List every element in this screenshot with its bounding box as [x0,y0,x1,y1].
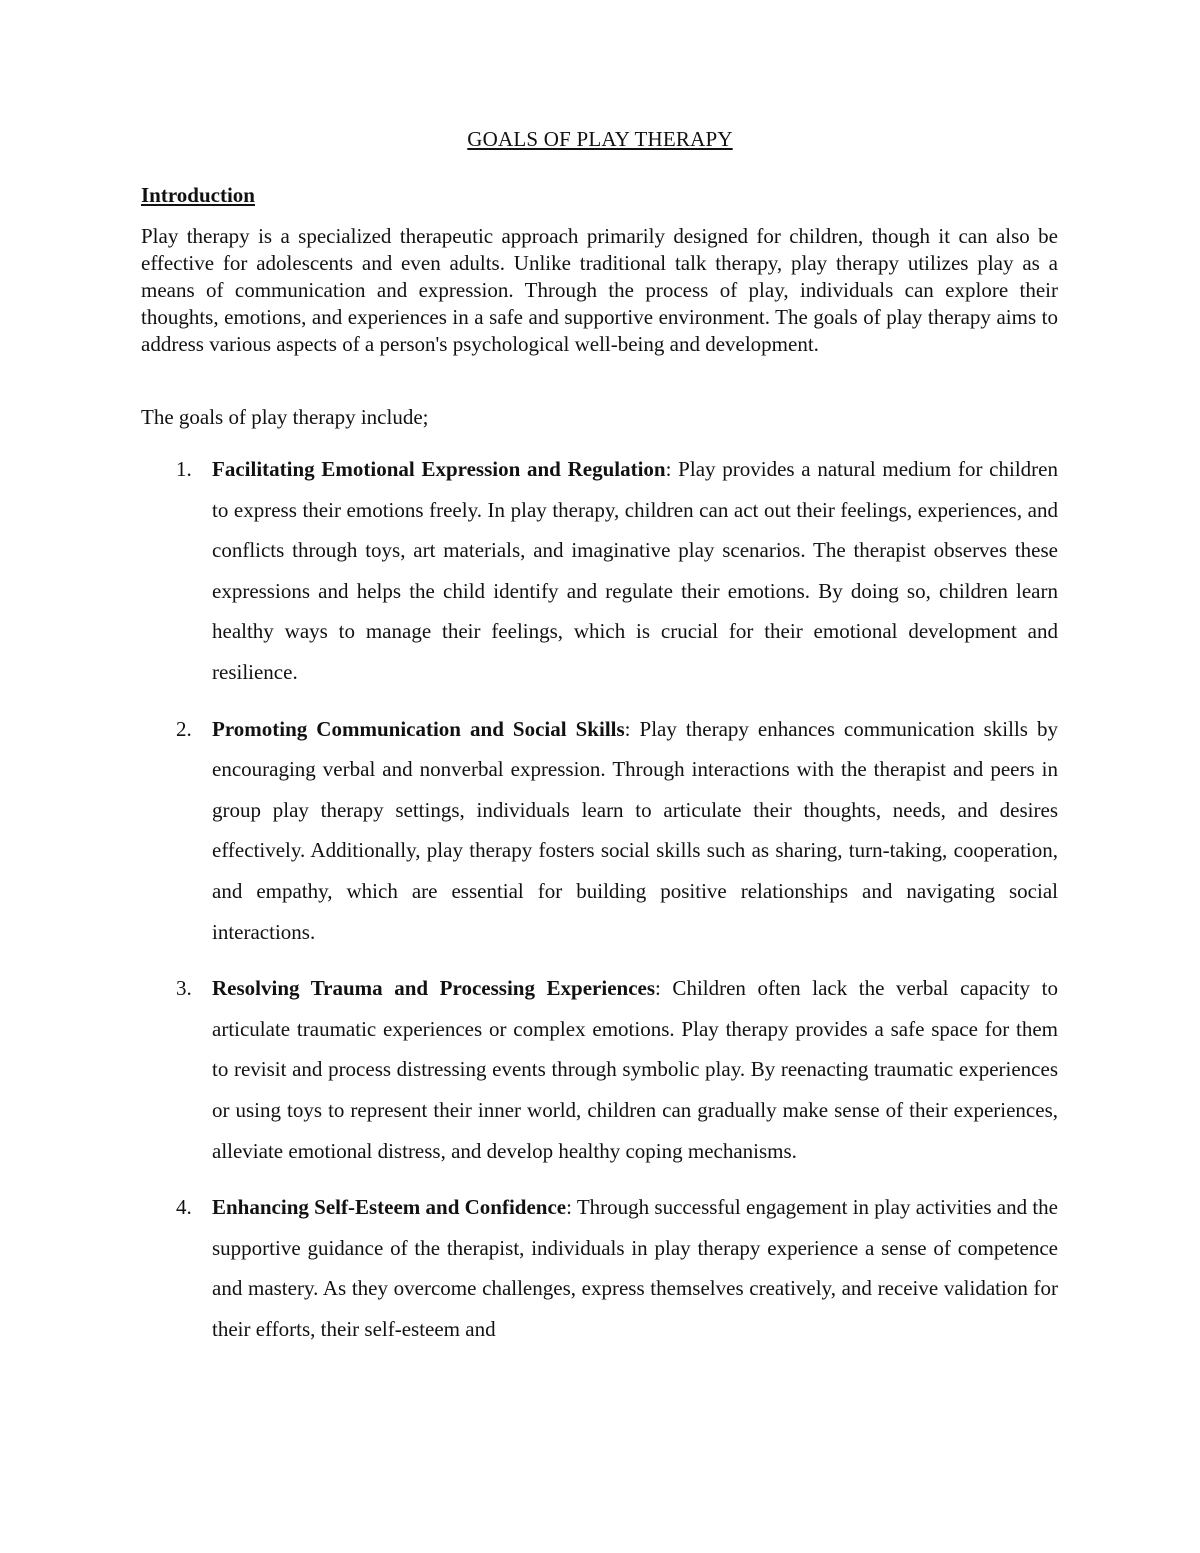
list-item [141,449,1058,693]
list-item-text: : Play provides a natural medium for children to express their emotions freely. In play therapy, children can act out their feelings, experiences, and conflicts through toys, art materials, and imaginative play scenarios. The therapist observes these expressions and helps the child identify and regulate their emotions. By doing so, children learn healthy ways to manage their feelings, which is crucial for their emotional development and resilience. [212,457,1058,684]
list-item [141,968,1058,1171]
list-item-text: : Play therapy enhances communication skills by encouraging verbal and nonverbal expression. Through interactions with the therapist and peers in group play therapy settings, individuals learn to articulate their thoughts, needs, and desires effectively. Additionally, play therapy fosters social skills such as sharing, turn-taking, cooperation, and empathy, which are essential for building positive relationships and navigating social interactions. [212,716,1058,944]
list-item-term: Enhancing Self-Esteem and Confidence [212,1195,567,1220]
list-item-term: Facilitating Emotional Expression and Regulation [212,457,666,481]
list-item-number: 2. [176,716,192,741]
section-heading-introduction: Introduction [141,183,255,207]
list-item [141,709,1058,953]
list-item-number: 4. [176,1195,192,1220]
list-item-text: : Through successful engagement in play activities and the supportive guidance of the therapist, individuals in play therapy experience a sense of competence and mastery. As they overcome challenges, express themselves creatively, and receive validation for their efforts, their self-esteem and [212,1195,1059,1341]
list-item-number: 1. [176,457,192,481]
list-item-text: : Children often lack the verbal capacity to articulate traumatic experiences or complex emotions. Play therapy provides a safe space for them to revisit and process distressing events through symbolic play. By reenacting traumatic experiences or using toys to represent their inner world, children can gradually make sense of their experiences, alleviate emotional distress, and develop healthy coping mechanisms. [212,976,1058,1163]
list-item [141,1187,1058,1349]
document-title: GOALS OF PLAY THERAPY [467,127,733,151]
intro-paragraph: Play therapy is a specialized therapeutic approach primarily designed for children, though it can also be effective for adolescents and even adults. Unlike traditional talk therapy, play therapy utilizes play as a means of communication and expression. Through the process of play, individuals can explore their thoughts, emotions, and experiences in a safe and supportive environment. The goals of play therapy aims to address various aspects of a person's psychological well-being and development. [141,224,1058,356]
list-lead-text: The goals of play therapy include; [141,405,429,429]
list-item-term: Promoting Communication and Social Skills [212,716,625,741]
list-item-term: Resolving Trauma and Processing Experiences [212,976,656,1001]
goals-list [141,449,1058,1365]
list-item-number: 3. [176,976,192,1001]
